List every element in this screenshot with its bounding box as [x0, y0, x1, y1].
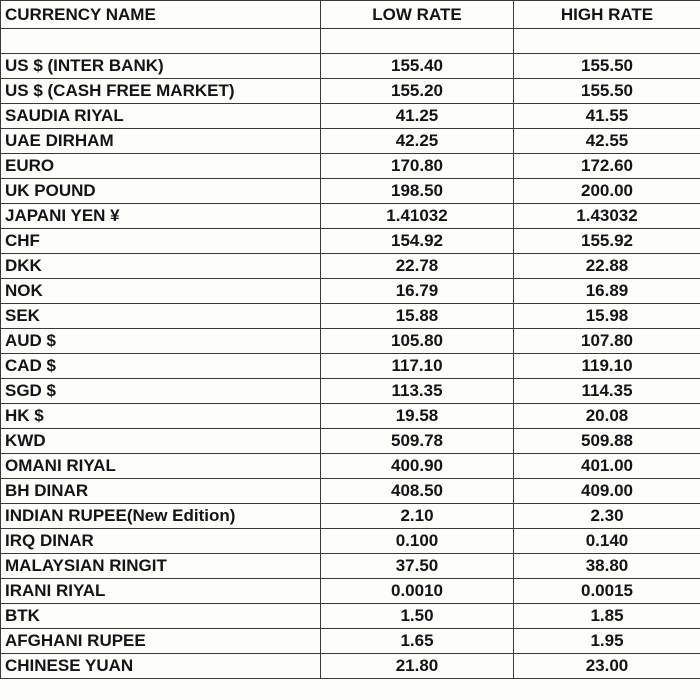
low-rate-cell: 170.80: [321, 154, 514, 179]
currency-name-cell: OMANI RIYAL: [1, 454, 321, 479]
column-header-low-rate: LOW RATE: [321, 1, 514, 29]
empty-cell: [321, 29, 514, 54]
currency-name-cell: BTK: [1, 604, 321, 629]
table-row: [1, 79, 700, 104]
high-rate-cell: 509.88: [514, 429, 700, 454]
currency-name-cell: JAPANI YEN ¥: [1, 204, 321, 229]
table-row: [1, 604, 700, 629]
table-row: [1, 479, 700, 504]
table-row: [1, 554, 700, 579]
currency-name-cell: BH DINAR: [1, 479, 321, 504]
high-rate-cell: 172.60: [514, 154, 700, 179]
high-rate-cell: 38.80: [514, 554, 700, 579]
high-rate-cell: 23.00: [514, 654, 700, 679]
low-rate-cell: 155.40: [321, 54, 514, 79]
low-rate-cell: 105.80: [321, 329, 514, 354]
currency-name-cell: SAUDIA RIYAL: [1, 104, 321, 129]
high-rate-cell: 1.43032: [514, 204, 700, 229]
high-rate-cell: 15.98: [514, 304, 700, 329]
low-rate-cell: 21.80: [321, 654, 514, 679]
high-rate-cell: 42.55: [514, 129, 700, 154]
table-body: [1, 29, 700, 679]
high-rate-cell: 1.85: [514, 604, 700, 629]
high-rate-cell: 16.89: [514, 279, 700, 304]
low-rate-cell: 1.65: [321, 629, 514, 654]
low-rate-cell: 400.90: [321, 454, 514, 479]
header-row: [1, 1, 700, 29]
currency-name-cell: IRQ DINAR: [1, 529, 321, 554]
currency-name-cell: NOK: [1, 279, 321, 304]
low-rate-cell: 509.78: [321, 429, 514, 454]
low-rate-cell: 117.10: [321, 354, 514, 379]
currency-name-cell: US $ (INTER BANK): [1, 54, 321, 79]
currency-name-cell: UAE DIRHAM: [1, 129, 321, 154]
low-rate-cell: 22.78: [321, 254, 514, 279]
low-rate-cell: 41.25: [321, 104, 514, 129]
low-rate-cell: 42.25: [321, 129, 514, 154]
high-rate-cell: 1.95: [514, 629, 700, 654]
table-row: [1, 329, 700, 354]
high-rate-cell: 155.50: [514, 54, 700, 79]
table-row: [1, 629, 700, 654]
table-row: [1, 129, 700, 154]
high-rate-cell: 0.0015: [514, 579, 700, 604]
low-rate-cell: 1.41032: [321, 204, 514, 229]
low-rate-cell: 155.20: [321, 79, 514, 104]
low-rate-cell: 408.50: [321, 479, 514, 504]
currency-name-cell: EURO: [1, 154, 321, 179]
high-rate-cell: 107.80: [514, 329, 700, 354]
table-row: [1, 404, 700, 429]
high-rate-cell: 41.55: [514, 104, 700, 129]
high-rate-cell: 155.50: [514, 79, 700, 104]
empty-cell: [1, 29, 321, 54]
column-header-high-rate: HIGH RATE: [514, 1, 700, 29]
table-row: [1, 104, 700, 129]
currency-name-cell: CHINESE YUAN: [1, 654, 321, 679]
currency-name-cell: AFGHANI RUPEE: [1, 629, 321, 654]
high-rate-cell: 409.00: [514, 479, 700, 504]
currency-name-cell: SEK: [1, 304, 321, 329]
low-rate-cell: 2.10: [321, 504, 514, 529]
high-rate-cell: 22.88: [514, 254, 700, 279]
high-rate-cell: 119.10: [514, 354, 700, 379]
high-rate-cell: 401.00: [514, 454, 700, 479]
table-row: [1, 204, 700, 229]
currency-name-cell: SGD $: [1, 379, 321, 404]
currency-name-cell: DKK: [1, 254, 321, 279]
table-row: [1, 454, 700, 479]
table-row: [1, 429, 700, 454]
currency-name-cell: HK $: [1, 404, 321, 429]
table-row: [1, 229, 700, 254]
table-row: [1, 579, 700, 604]
low-rate-cell: 113.35: [321, 379, 514, 404]
high-rate-cell: 0.140: [514, 529, 700, 554]
currency-name-cell: US $ (CASH FREE MARKET): [1, 79, 321, 104]
empty-row: [1, 29, 700, 54]
table-row: [1, 529, 700, 554]
table-row: [1, 654, 700, 679]
table-row: [1, 279, 700, 304]
currency-name-cell: MALAYSIAN RINGIT: [1, 554, 321, 579]
currency-name-cell: INDIAN RUPEE(New Edition): [1, 504, 321, 529]
empty-cell: [514, 29, 700, 54]
currency-name-cell: AUD $: [1, 329, 321, 354]
high-rate-cell: 20.08: [514, 404, 700, 429]
low-rate-cell: 154.92: [321, 229, 514, 254]
table-row: [1, 179, 700, 204]
table-row: [1, 304, 700, 329]
low-rate-cell: 15.88: [321, 304, 514, 329]
currency-name-cell: IRANI RIYAL: [1, 579, 321, 604]
low-rate-cell: 0.0010: [321, 579, 514, 604]
low-rate-cell: 1.50: [321, 604, 514, 629]
high-rate-cell: 114.35: [514, 379, 700, 404]
high-rate-cell: 200.00: [514, 179, 700, 204]
high-rate-cell: 2.30: [514, 504, 700, 529]
table-row: [1, 54, 700, 79]
currency-name-cell: UK POUND: [1, 179, 321, 204]
table-row: [1, 379, 700, 404]
table-row: [1, 154, 700, 179]
low-rate-cell: 16.79: [321, 279, 514, 304]
currency-name-cell: CAD $: [1, 354, 321, 379]
table-row: [1, 504, 700, 529]
table-row: [1, 354, 700, 379]
currency-name-cell: CHF: [1, 229, 321, 254]
high-rate-cell: 155.92: [514, 229, 700, 254]
low-rate-cell: 37.50: [321, 554, 514, 579]
low-rate-cell: 198.50: [321, 179, 514, 204]
table-row: [1, 254, 700, 279]
currency-name-cell: KWD: [1, 429, 321, 454]
low-rate-cell: 0.100: [321, 529, 514, 554]
column-header-currency-name: CURRENCY NAME: [1, 1, 321, 29]
low-rate-cell: 19.58: [321, 404, 514, 429]
